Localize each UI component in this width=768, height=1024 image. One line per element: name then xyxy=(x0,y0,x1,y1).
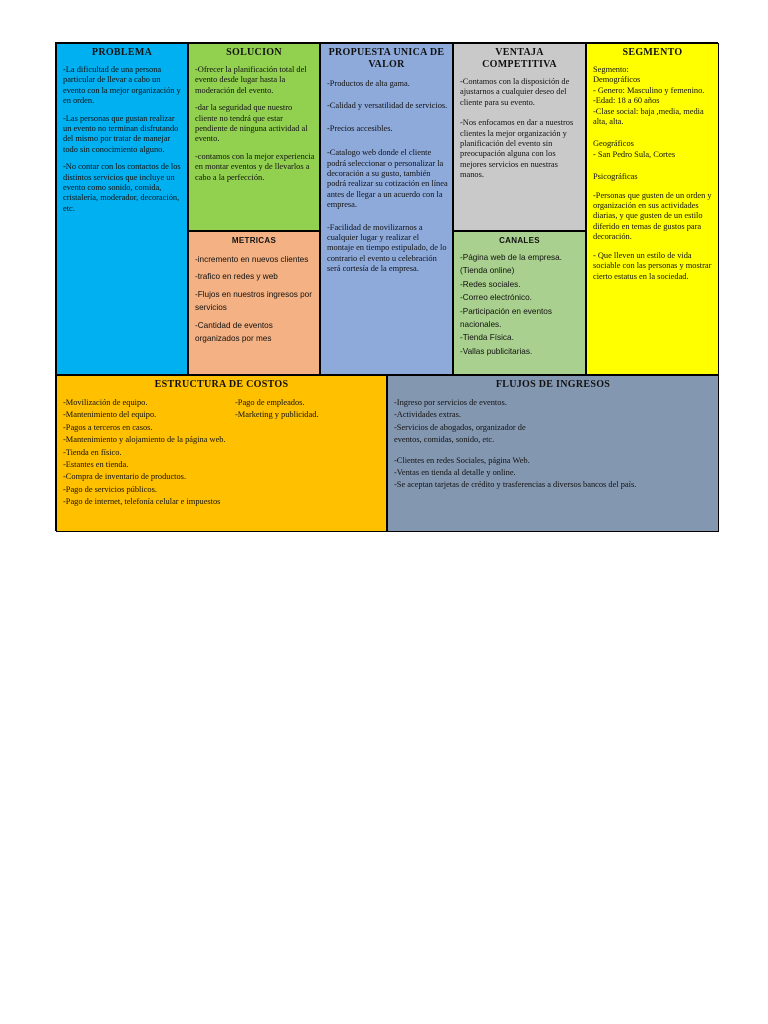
propuesta-paragraph: -Precios accesibles. xyxy=(327,123,393,133)
costos-col-right xyxy=(235,397,319,422)
flujos-title: FLUJOS DE INGRESOS xyxy=(495,379,611,390)
costos-item: -Compra de inventario de productos. xyxy=(63,472,187,482)
canales-title: CANALES xyxy=(499,236,540,245)
propuesta-paragraph: -Catalogo web donde el cliente podrá seleccionar o personalizar la decoración a su gusto, también podrá realizar su cotización en línea antes de llegar a un acuerdo con la empresa. xyxy=(327,148,448,210)
solucion-paragraph: -contamos con la mejor experiencia en montar eventos y de llevarlos a cabo a la perfección. xyxy=(195,151,315,182)
canales-block xyxy=(453,231,586,375)
metricas-item: -Flujos en nuestros ingresos por servicios xyxy=(195,289,312,313)
costos-item: -Pago de internet, telefonía celular e impuestos xyxy=(63,497,221,507)
problema-block xyxy=(56,43,188,375)
metricas-title: METRICAS xyxy=(231,236,277,245)
canales-item: -Vallas publicitarias. xyxy=(460,346,533,356)
segmento-paragraph: - Que lleven un estilo de vida sociable con las personas y mostrar cierto estatus en la sociedad. xyxy=(593,250,712,281)
metricas-block xyxy=(188,231,320,375)
costos-item: -Mantenimiento y alojamiento de la página web. xyxy=(63,435,226,445)
propuesta-paragraph: -Calidad y versatilidad de servicios. xyxy=(327,101,448,111)
propuesta-block xyxy=(320,43,453,375)
ventaja-body xyxy=(454,77,585,181)
business-model-canvas xyxy=(55,42,718,531)
costos-item: -Tienda en físico. xyxy=(63,447,122,457)
flujos-paragraph: -Ingreso por servicios de eventos. -Actividades extras. -Servicios de abogados, organizador de eventos, comidas, sonido, etc. xyxy=(394,398,526,445)
costos-two-col xyxy=(63,397,382,422)
costos-item: -Mantenimiento del equipo. xyxy=(63,410,157,420)
costos-title: ESTRUCTURA DE COSTOS xyxy=(154,379,289,390)
ventaja-paragraph: -Contamos con la disposición de ajustarnos a cualquier deseo del cliente para su evento. xyxy=(460,77,570,107)
propuesta-body xyxy=(321,79,452,275)
ventaja-title: VENTAJA COMPETITIVA xyxy=(482,47,557,70)
solucion-body xyxy=(189,65,319,183)
canales-item: -Participación en eventos nacionales. xyxy=(460,306,552,330)
segmento-paragraph: -Personas que gusten de un orden y organización en sus actividades diarias, y que gusten de un estilo diferido en temas de gustos para decoración. xyxy=(593,190,712,242)
metricas-item: -Cantidad de eventos organizados por mes xyxy=(195,320,273,344)
propuesta-paragraph: -Facilidad de movilizarnos a cualquier lugar y realizar el montaje en tiempo estipulado, de lo contrario el evento u celebración será cortesía de la empresa. xyxy=(327,222,447,274)
canales-item: -Página web de la empresa.(Tienda online) xyxy=(460,253,562,276)
solucion-title: SOLUCION xyxy=(226,47,282,58)
problema-paragraph: -No contar con los contactos de los distintos servicios que incluye un evento como sonido, comida, cristalería, moderador, decoración, etc. xyxy=(63,162,181,213)
metricas-item: -trafico en redes y web xyxy=(195,272,278,282)
solucion-paragraph: -dar la seguridad que nuestro cliente no tendrá que estar pendiente de ninguna actividad al evento. xyxy=(195,103,308,144)
canales-item: -Redes sociales. xyxy=(460,279,521,289)
costos-item: -Pagos a terceros en casos. xyxy=(63,422,153,432)
problema-title: PROBLEMA xyxy=(91,47,153,58)
costos-item: -Pago de empleados. xyxy=(235,398,305,407)
problema-paragraph: -La dificultad de una persona particular de llevar a cabo un evento con la mejor organización y en orden. xyxy=(63,65,181,106)
canales-item: -Tienda Física. xyxy=(460,333,514,343)
canales-body xyxy=(454,251,585,358)
costos-item: -Pago de servicios públicos. xyxy=(63,484,157,494)
flujos-body xyxy=(388,397,718,492)
costos-body xyxy=(57,397,386,509)
costos-item: -Movilización de equipo. xyxy=(63,398,148,407)
solucion-paragraph: -Ofrecer la planificación total del evento desde lugar hasta la moderación del evento. xyxy=(195,65,307,95)
segmento-block xyxy=(586,43,719,375)
problema-body xyxy=(57,65,187,214)
costos-block xyxy=(56,375,387,532)
segmento-body xyxy=(587,65,718,282)
segmento-paragraph: Psicográficas xyxy=(593,172,638,182)
metricas-item: -incremento en nuevos clientes xyxy=(195,255,309,264)
segmento-paragraph: Geográficos - San Pedro Sula, Cortes xyxy=(593,139,676,159)
ventaja-block xyxy=(453,43,586,231)
propuesta-paragraph: -Productos de alta gama. xyxy=(327,79,410,88)
propuesta-title: PROPUESTA UNICA DE VALOR xyxy=(328,47,445,70)
canales-item: -Correo electrónico. xyxy=(460,293,532,303)
flujos-block xyxy=(387,375,719,532)
costos-col-left xyxy=(63,397,235,422)
costos-item: -Marketing y publicidad. xyxy=(235,410,319,420)
segmento-paragraph: Segmento: Demográficos - Genero: Masculino y femenino. -Edad: 18 a 60 años -Clase social: baja ,media, media alta, alta. xyxy=(593,65,705,127)
problema-paragraph: -Las personas que gustan realizar un evento no terminan disfrutando del mismo por tratar de manejar todo sin conocimiento alguno. xyxy=(63,113,179,154)
segmento-title: SEGMENTO xyxy=(622,47,683,58)
flujos-paragraph: -Clientes en redes Sociales, página Web. -Ventas en tienda al detalle y online. -Se aceptan tarjetas de crédito y trasferencias a diversos bancos del país. xyxy=(394,455,637,490)
solucion-block xyxy=(188,43,320,231)
ventaja-paragraph: -Nos enfocamos en dar a nuestros clientes la mejor organización y planificación del evento sin preocupación alguna con los mejores servicios en nuestras manos. xyxy=(460,118,574,180)
metricas-body xyxy=(189,253,319,345)
costos-item: -Estantes en tienda. xyxy=(63,460,129,470)
